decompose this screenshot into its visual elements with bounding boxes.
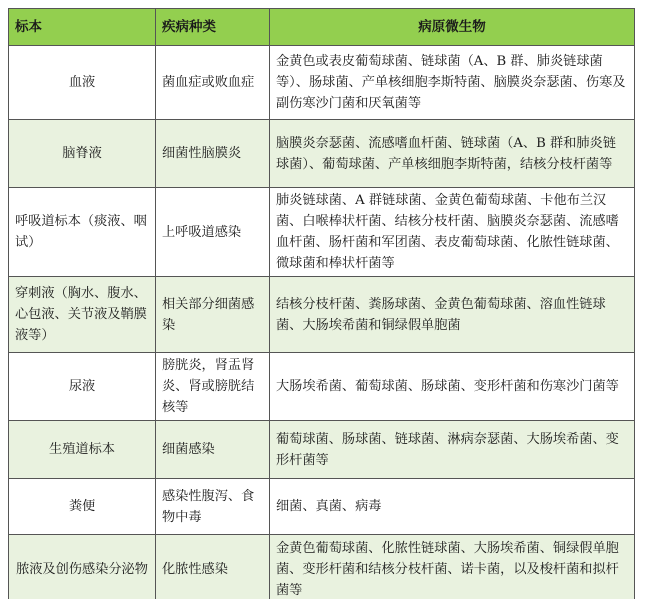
- cell-disease: 细菌感染: [156, 421, 270, 479]
- cell-disease: 上呼吸道感染: [156, 188, 270, 277]
- table-row: [9, 120, 635, 188]
- header-disease: 疾病种类: [156, 9, 270, 46]
- cell-disease: 相关部分细菌感染: [156, 277, 270, 353]
- cell-specimen: 穿刺液（胸水、腹水、心包液、关节液及鞘膜液等）: [9, 277, 156, 353]
- cell-specimen: 血液: [9, 46, 156, 120]
- cell-pathogen: 肺炎链球菌、A 群链球菌、金黄色葡萄球菌、卡他布兰汉菌、白喉棒状杆菌、结核分枝杆菌、脑膜炎奈瑟菌、流感嗜血杆菌、肠杆菌和军团菌、表皮葡萄球菌、化脓性链球菌、微球菌和棒状杆菌等: [270, 188, 635, 277]
- table-row: [9, 479, 635, 535]
- cell-pathogen: 脑膜炎奈瑟菌、流感嗜血杆菌、链球菌（A、B 群和肺炎链球菌）、葡萄球菌、产单核细胞李斯特菌，结核分枝杆菌等: [270, 120, 635, 188]
- cell-specimen: 尿液: [9, 353, 156, 421]
- cell-pathogen: 葡萄球菌、肠球菌、链球菌、淋病奈瑟菌、大肠埃希菌、变形杆菌等: [270, 421, 635, 479]
- cell-specimen: 脓液及创伤感染分泌物: [9, 535, 156, 599]
- cell-disease: 化脓性感染: [156, 535, 270, 599]
- cell-pathogen: 结核分枝杆菌、粪肠球菌、金黄色葡萄球菌、溶血性链球菌、大肠埃希菌和铜绿假单胞菌: [270, 277, 635, 353]
- specimen-pathogen-table: [8, 8, 635, 599]
- cell-specimen: 生殖道标本: [9, 421, 156, 479]
- table-header-row: [9, 9, 635, 46]
- cell-specimen: 呼吸道标本（痰液、咽试）: [9, 188, 156, 277]
- cell-disease: 细菌性脑膜炎: [156, 120, 270, 188]
- cell-disease: 膀胱炎，肾盂肾炎、肾或膀胱结核等: [156, 353, 270, 421]
- cell-disease: 感染性腹泻、食物中毒: [156, 479, 270, 535]
- header-pathogen: 病原微生物: [270, 9, 635, 46]
- cell-pathogen: 细菌、真菌、病毒: [270, 479, 635, 535]
- cell-pathogen: 金黄色或表皮葡萄球菌、链球菌（A、B 群、肺炎链球菌等）、肠球菌、产单核细胞李斯特菌、脑膜炎奈瑟菌、伤寒及副伤寒沙门菌和厌氧菌等: [270, 46, 635, 120]
- table-row: [9, 188, 635, 277]
- table-row: [9, 535, 635, 599]
- table-row: [9, 353, 635, 421]
- table-row: [9, 421, 635, 479]
- cell-pathogen: 大肠埃希菌、葡萄球菌、肠球菌、变形杆菌和伤寒沙门菌等: [270, 353, 635, 421]
- cell-specimen: 粪便: [9, 479, 156, 535]
- header-specimen: 标本: [9, 9, 156, 46]
- cell-pathogen: 金黄色葡萄球菌、化脓性链球菌、大肠埃希菌、铜绿假单胞菌、变形杆菌和结核分枝杆菌、诺卡菌，以及梭杆菌和拟杆菌等: [270, 535, 635, 599]
- cell-disease: 菌血症或败血症: [156, 46, 270, 120]
- cell-specimen: 脑脊液: [9, 120, 156, 188]
- table-row: [9, 277, 635, 353]
- table-row: [9, 46, 635, 120]
